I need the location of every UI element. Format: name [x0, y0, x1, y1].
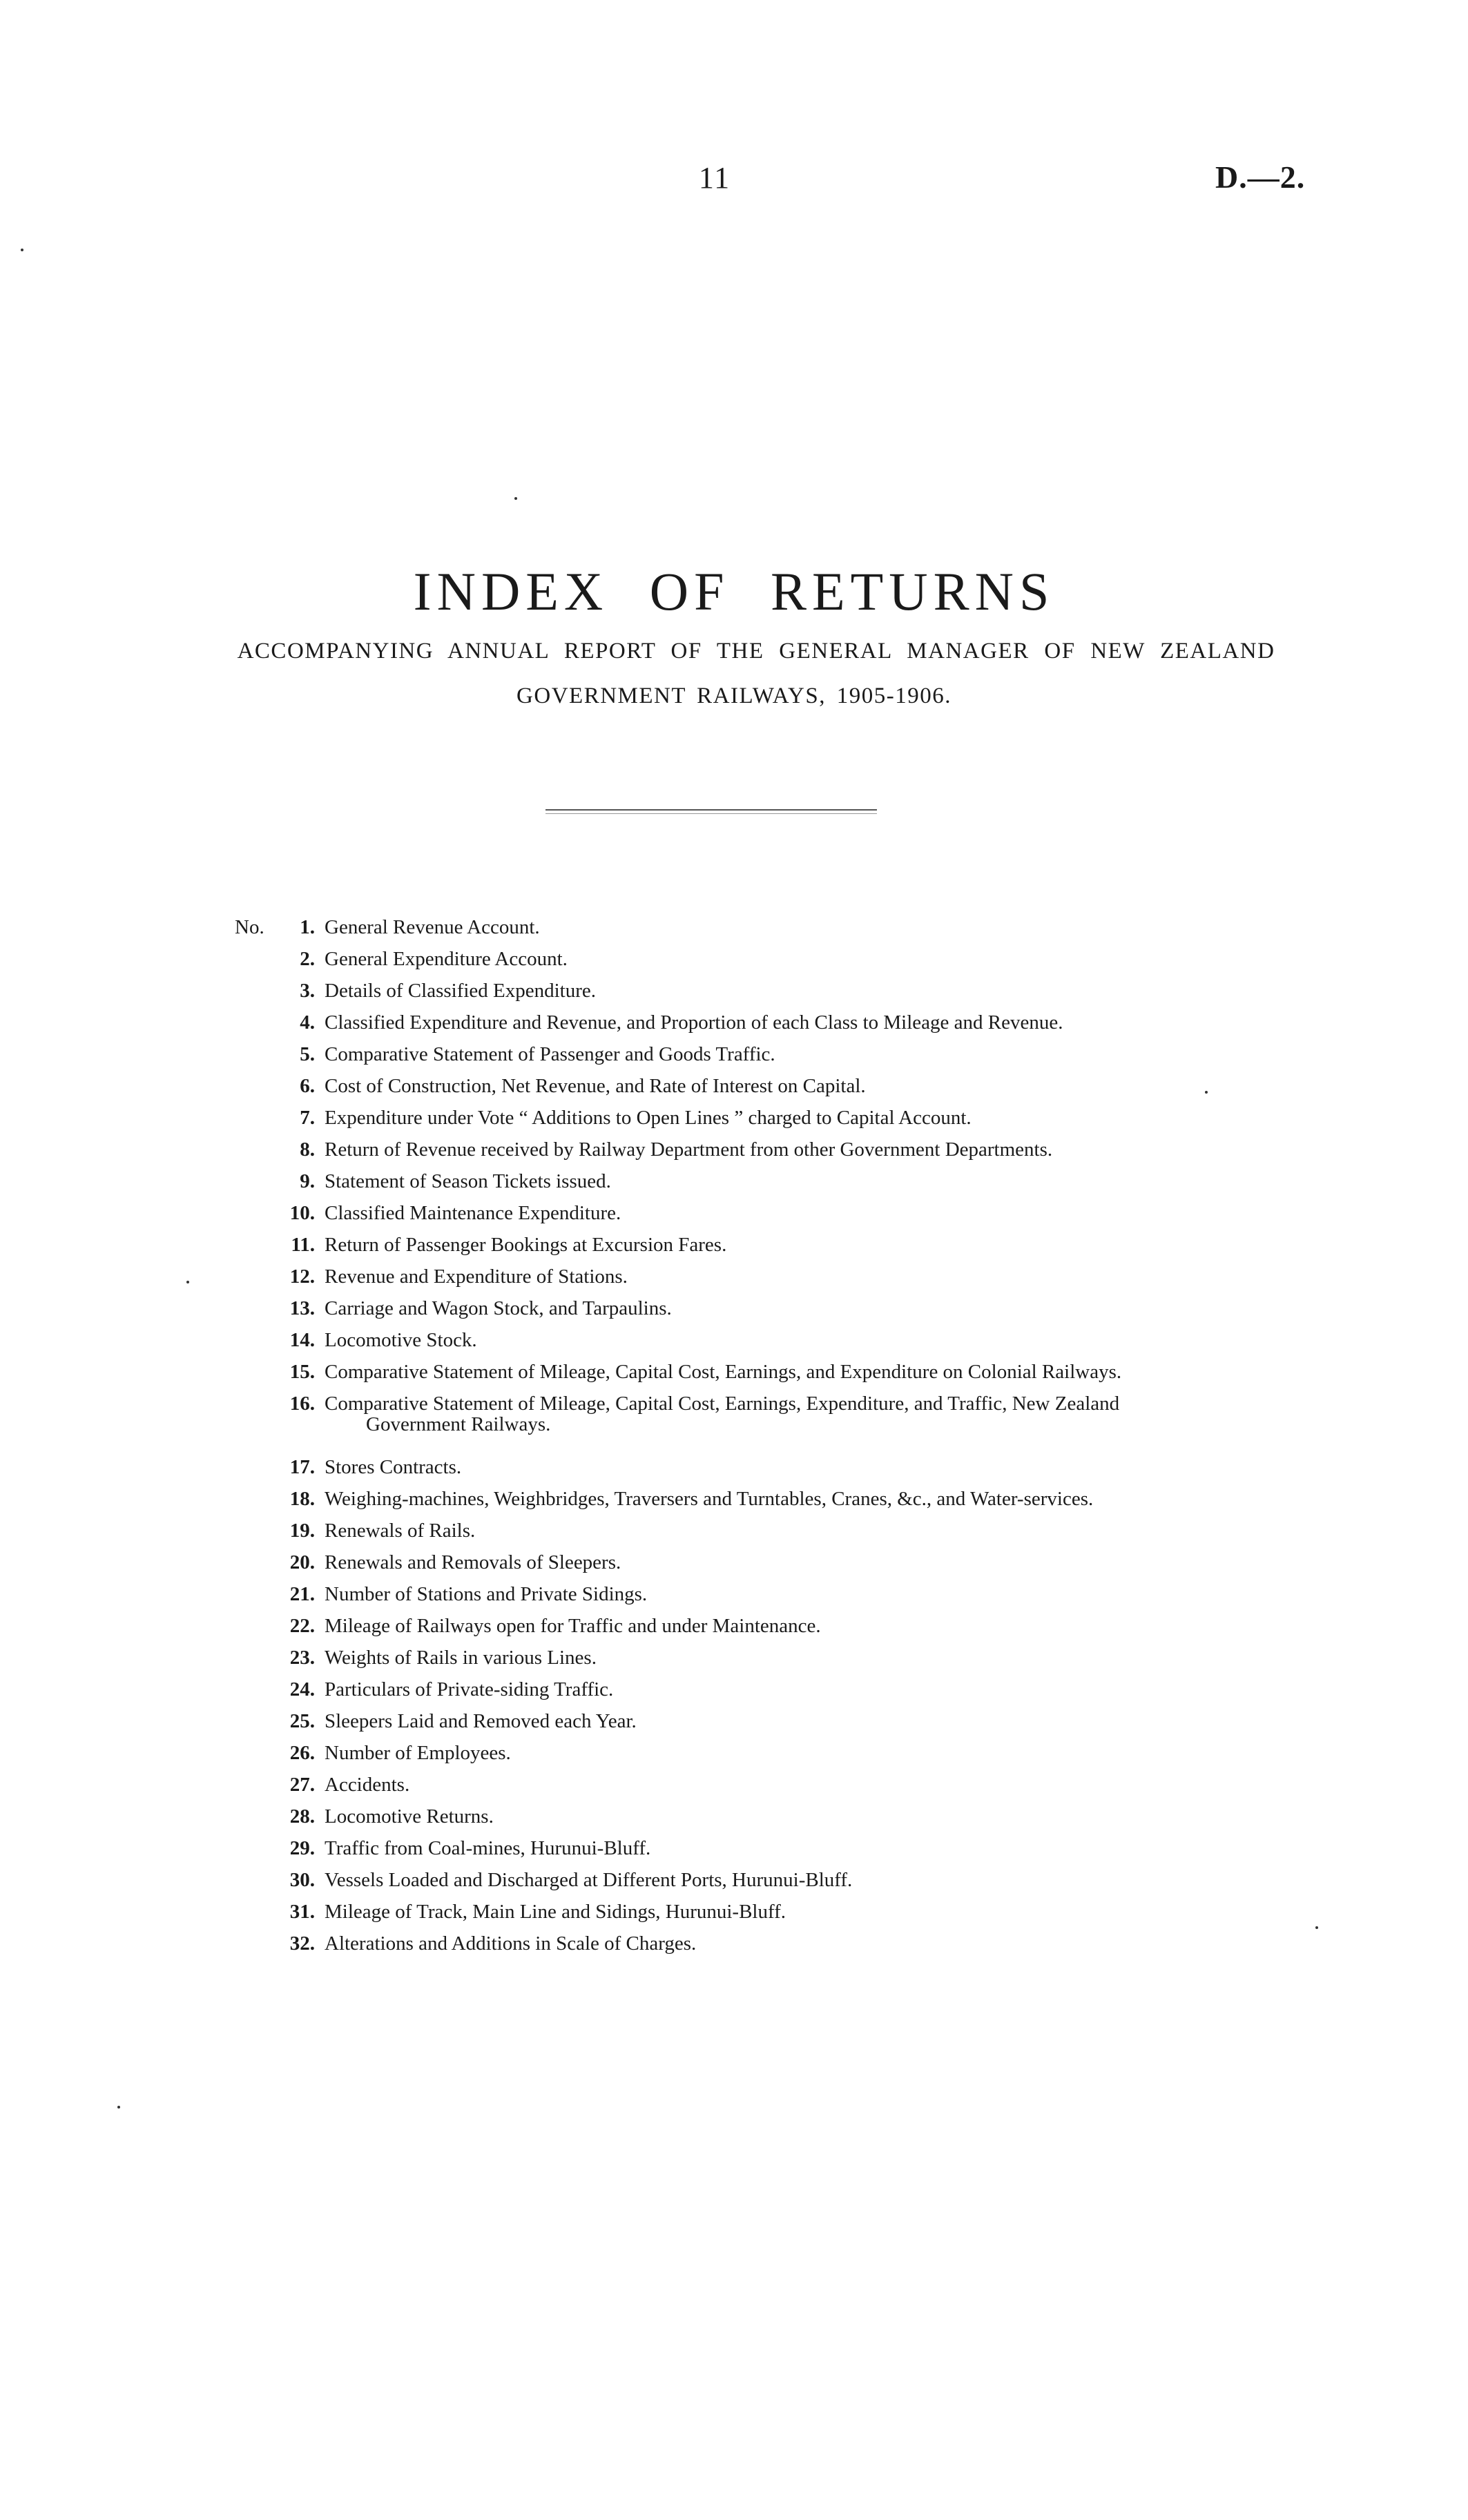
return-title-text: General Revenue Account. — [325, 916, 540, 938]
return-title — [325, 1356, 1305, 1382]
return-title — [325, 1801, 1305, 1827]
return-number: 28. — [289, 1805, 315, 1828]
return-list-item — [235, 1229, 1340, 1261]
return-title — [325, 1134, 1305, 1160]
return-title — [325, 1642, 1305, 1668]
return-title — [325, 1896, 1305, 1922]
return-title-text: Return of Revenue received by Railway Department from other Government Departments. — [325, 1138, 1053, 1161]
return-list-item — [235, 1261, 1340, 1292]
return-list-item — [235, 1134, 1340, 1165]
subtitle-line-1: ACCOMPANYING ANNUAL REPORT OF THE GENERAL MANAGER OF NEW ZEALAND — [237, 639, 1275, 663]
return-number: 7. — [300, 1107, 315, 1129]
return-number: 13. — [289, 1297, 315, 1319]
return-title-text: Traffic from Coal-mines, Hurunui-Bluff. — [325, 1837, 651, 1859]
return-title-text: Revenue and Expenditure of Stations. — [325, 1266, 628, 1288]
return-title-text: Expenditure under Vote “ Additions to Open Lines ” charged to Capital Account. — [325, 1107, 972, 1129]
return-title — [325, 943, 1305, 969]
return-title-text: Locomotive Returns. — [325, 1805, 494, 1828]
return-title-continuation: Government Railways. — [366, 1413, 551, 1435]
return-title — [325, 1547, 1305, 1573]
return-number: 22. — [289, 1615, 315, 1637]
return-title-text: Number of Employees. — [325, 1742, 511, 1764]
return-list-item — [235, 1515, 1340, 1547]
return-number: 11. — [291, 1234, 315, 1256]
return-list-item — [235, 943, 1340, 975]
return-title — [325, 1864, 1305, 1890]
return-number: 18. — [289, 1488, 315, 1510]
return-title-text: Vessels Loaded and Discharged at Different Ports, Hurunui-Bluff. — [325, 1869, 853, 1891]
return-list-item — [235, 1896, 1340, 1928]
return-title-text: Particulars of Private-siding Traffic. — [325, 1678, 614, 1700]
return-list-item — [235, 1674, 1340, 1705]
return-number: 27. — [289, 1774, 315, 1796]
return-list-item — [235, 1388, 1340, 1451]
scan-speck — [1205, 1091, 1208, 1094]
return-number: 6. — [300, 1075, 315, 1097]
return-title — [325, 1674, 1305, 1700]
return-number: 10. — [289, 1202, 315, 1224]
scan-speck — [514, 497, 517, 500]
return-list-item — [235, 1356, 1340, 1388]
return-title-text: Alterations and Additions in Scale of Charges. — [325, 1932, 697, 1955]
return-number: 17. — [289, 1456, 315, 1478]
return-title — [325, 1515, 1305, 1541]
return-title-text: Weighing-machines, Weighbridges, Traversers and Turntables, Cranes, &c., and Water-services. — [325, 1488, 1094, 1510]
returns-index-list — [235, 911, 1340, 1959]
return-title — [325, 1578, 1305, 1605]
divider-rule — [545, 809, 877, 811]
return-title-text: Accidents. — [325, 1774, 410, 1796]
return-title-text: Weights of Rails in various Lines. — [325, 1647, 597, 1669]
page-number: 11 — [698, 161, 731, 195]
return-title — [325, 1038, 1305, 1065]
return-title — [325, 1007, 1305, 1033]
return-title-text: Cost of Construction, Net Revenue, and Rate of Interest on Capital. — [325, 1075, 866, 1097]
return-number: 12. — [289, 1266, 315, 1288]
return-number: 30. — [289, 1869, 315, 1891]
return-number: 26. — [289, 1742, 315, 1764]
return-title-text: Statement of Season Tickets issued. — [325, 1170, 611, 1192]
return-number: 21. — [289, 1583, 315, 1605]
page-title: INDEX OF RETURNS — [413, 561, 1055, 622]
return-title — [325, 1832, 1305, 1859]
return-title-text: Sleepers Laid and Removed each Year. — [325, 1710, 637, 1732]
return-number: 31. — [289, 1901, 315, 1923]
return-list-item — [235, 1197, 1340, 1229]
return-title-text: Renewals of Rails. — [325, 1520, 476, 1542]
return-list-item — [235, 975, 1340, 1007]
return-title — [325, 1102, 1305, 1128]
return-list-item — [235, 1832, 1340, 1864]
return-title — [325, 1292, 1305, 1319]
return-title — [325, 911, 1305, 938]
return-title — [325, 975, 1305, 1001]
return-title — [325, 1197, 1305, 1223]
return-number: 29. — [289, 1837, 315, 1859]
return-title-text: Comparative Statement of Mileage, Capital Cost, Earnings, and Expenditure on Colonial Railways. — [325, 1361, 1122, 1383]
return-title-text: Mileage of Track, Main Line and Sidings, Hurunui-Bluff. — [325, 1901, 786, 1923]
return-title-text: Carriage and Wagon Stock, and Tarpaulins. — [325, 1297, 672, 1319]
return-title — [325, 1737, 1305, 1763]
return-number: 3. — [300, 980, 315, 1002]
return-list-item — [235, 1864, 1340, 1896]
return-title-text: Comparative Statement of Mileage, Capital Cost, Earnings, Expenditure, and Traffic, New Zealand — [325, 1393, 1120, 1415]
return-title-text: Number of Stations and Private Sidings. — [325, 1583, 648, 1605]
return-title-text: Comparative Statement of Passenger and Goods Traffic. — [325, 1043, 775, 1065]
return-title — [325, 1769, 1305, 1795]
return-title-text: Details of Classified Expenditure. — [325, 980, 597, 1002]
return-list-item — [235, 1038, 1340, 1070]
return-number: 24. — [289, 1678, 315, 1700]
return-title — [325, 1229, 1305, 1255]
divider-rule-secondary — [545, 813, 877, 814]
return-title-text: Classified Expenditure and Revenue, and Proportion of each Class to Mileage and Revenue. — [325, 1011, 1063, 1034]
return-title — [325, 1324, 1305, 1350]
return-title — [325, 1928, 1305, 1954]
scan-speck — [117, 2106, 120, 2109]
return-list-item — [235, 1007, 1340, 1038]
return-list-item — [235, 1737, 1340, 1769]
scan-speck — [1315, 1926, 1318, 1929]
return-title-text: Return of Passenger Bookings at Excursion Fares. — [325, 1234, 727, 1256]
return-title — [325, 1483, 1305, 1509]
document-reference: D.—2. — [1215, 159, 1306, 195]
return-title — [325, 1610, 1305, 1636]
return-list-item — [235, 1165, 1340, 1197]
scan-speck — [186, 1281, 189, 1283]
return-list-item — [235, 911, 1340, 943]
return-number: 1. — [300, 916, 315, 938]
return-number: 14. — [289, 1329, 315, 1351]
return-list-item — [235, 1292, 1340, 1324]
return-list-item — [235, 1324, 1340, 1356]
return-number: 9. — [300, 1170, 315, 1192]
return-title — [325, 1451, 1305, 1477]
return-list-item — [235, 1578, 1340, 1610]
return-title-text: Stores Contracts. — [325, 1456, 462, 1478]
return-list-item — [235, 1928, 1340, 1959]
return-number: 16. — [289, 1393, 315, 1415]
return-title-text: Classified Maintenance Expenditure. — [325, 1202, 621, 1224]
return-title-text: General Expenditure Account. — [325, 948, 568, 970]
return-number: 32. — [289, 1932, 315, 1955]
return-list-item — [235, 1769, 1340, 1801]
return-number: 15. — [289, 1361, 315, 1383]
return-number: 19. — [289, 1520, 315, 1542]
scan-speck — [21, 249, 23, 251]
return-number: 5. — [300, 1043, 315, 1065]
return-title — [325, 1165, 1305, 1192]
return-list-item — [235, 1642, 1340, 1674]
return-title — [325, 1261, 1305, 1287]
return-list-item — [235, 1610, 1340, 1642]
return-number: 2. — [300, 948, 315, 970]
return-list-item — [235, 1483, 1340, 1515]
return-list-item — [235, 1801, 1340, 1832]
return-list-item — [235, 1451, 1340, 1483]
list-prefix: No. — [235, 916, 264, 938]
return-number: 25. — [289, 1710, 315, 1732]
return-title-text: Mileage of Railways open for Traffic and under Maintenance. — [325, 1615, 821, 1637]
return-number: 23. — [289, 1647, 315, 1669]
return-list-item — [235, 1102, 1340, 1134]
return-title — [325, 1070, 1305, 1096]
subtitle-line-2: GOVERNMENT RAILWAYS, 1905-1906. — [516, 684, 952, 708]
return-number: 20. — [289, 1551, 315, 1573]
return-number: 4. — [300, 1011, 315, 1034]
return-list-item — [235, 1070, 1340, 1102]
return-title — [325, 1705, 1305, 1732]
return-list-item — [235, 1547, 1340, 1578]
return-list-item — [235, 1705, 1340, 1737]
return-number: 8. — [300, 1138, 315, 1161]
return-title — [325, 1388, 1305, 1435]
return-title-text: Locomotive Stock. — [325, 1329, 477, 1351]
return-title-text: Renewals and Removals of Sleepers. — [325, 1551, 621, 1573]
